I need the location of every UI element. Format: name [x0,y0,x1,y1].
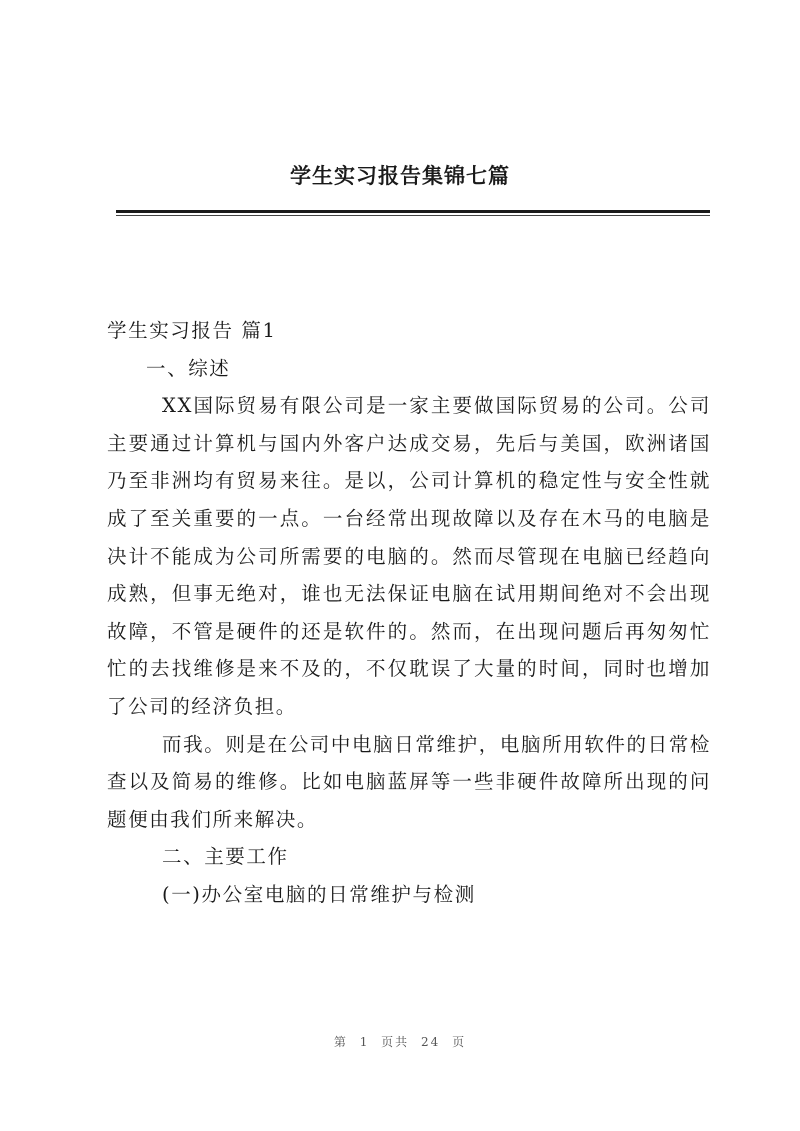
report-heading: 学生实习报告 篇1 [107,319,277,342]
document-body [107,312,711,914]
title-underline-thin [116,215,710,216]
document-title: 学生实习报告集锦七篇 [290,164,510,188]
section-heading-overview: 一、综述 [146,356,231,380]
subsection-heading-office-maintenance: (一)办公室电脑的日常维护与检测 [162,882,476,906]
footer-total-pages: 24 [421,1035,441,1049]
footer-label-of: 页共 [381,1035,410,1049]
title-underline [116,210,710,213]
section-heading-main-work: 二、主要工作 [162,845,289,869]
page-footer [0,1033,800,1050]
paragraph-company-intro: XX国际贸易有限公司是一家主要做国际贸易的公司。公司主要通过计算机与国内外客户达成交易，先后与美国，欧洲诸国乃至非洲均有贸易来往。是以，公司计算机的稳定性与安全性就成了至关重要的一点。一台经常出现故障以及存在木马的电脑是决计不能成为公司所需要的电脑的。然而尽管现在电脑已经趋向成熟，但事无绝对，谁也无法保证电脑在试用期间绝对不会出现故障，不管是硬件的还是软件的。然而，在出现问题后再匆匆忙忙的去找维修是来不及的，不仅耽误了大量的时间，同时也增加了公司的经济负担。 [107,394,711,718]
paragraph-my-role: 而我。则是在公司中电脑日常维护，电脑所用软件的日常检查以及简易的维修。比如电脑蓝屏等一些非硬件故障所出现的问题便由我们所来解决。 [107,732,711,831]
footer-label-page: 第 [333,1035,348,1049]
footer-current-page: 1 [359,1035,370,1049]
footer-label-end: 页 [452,1035,467,1049]
